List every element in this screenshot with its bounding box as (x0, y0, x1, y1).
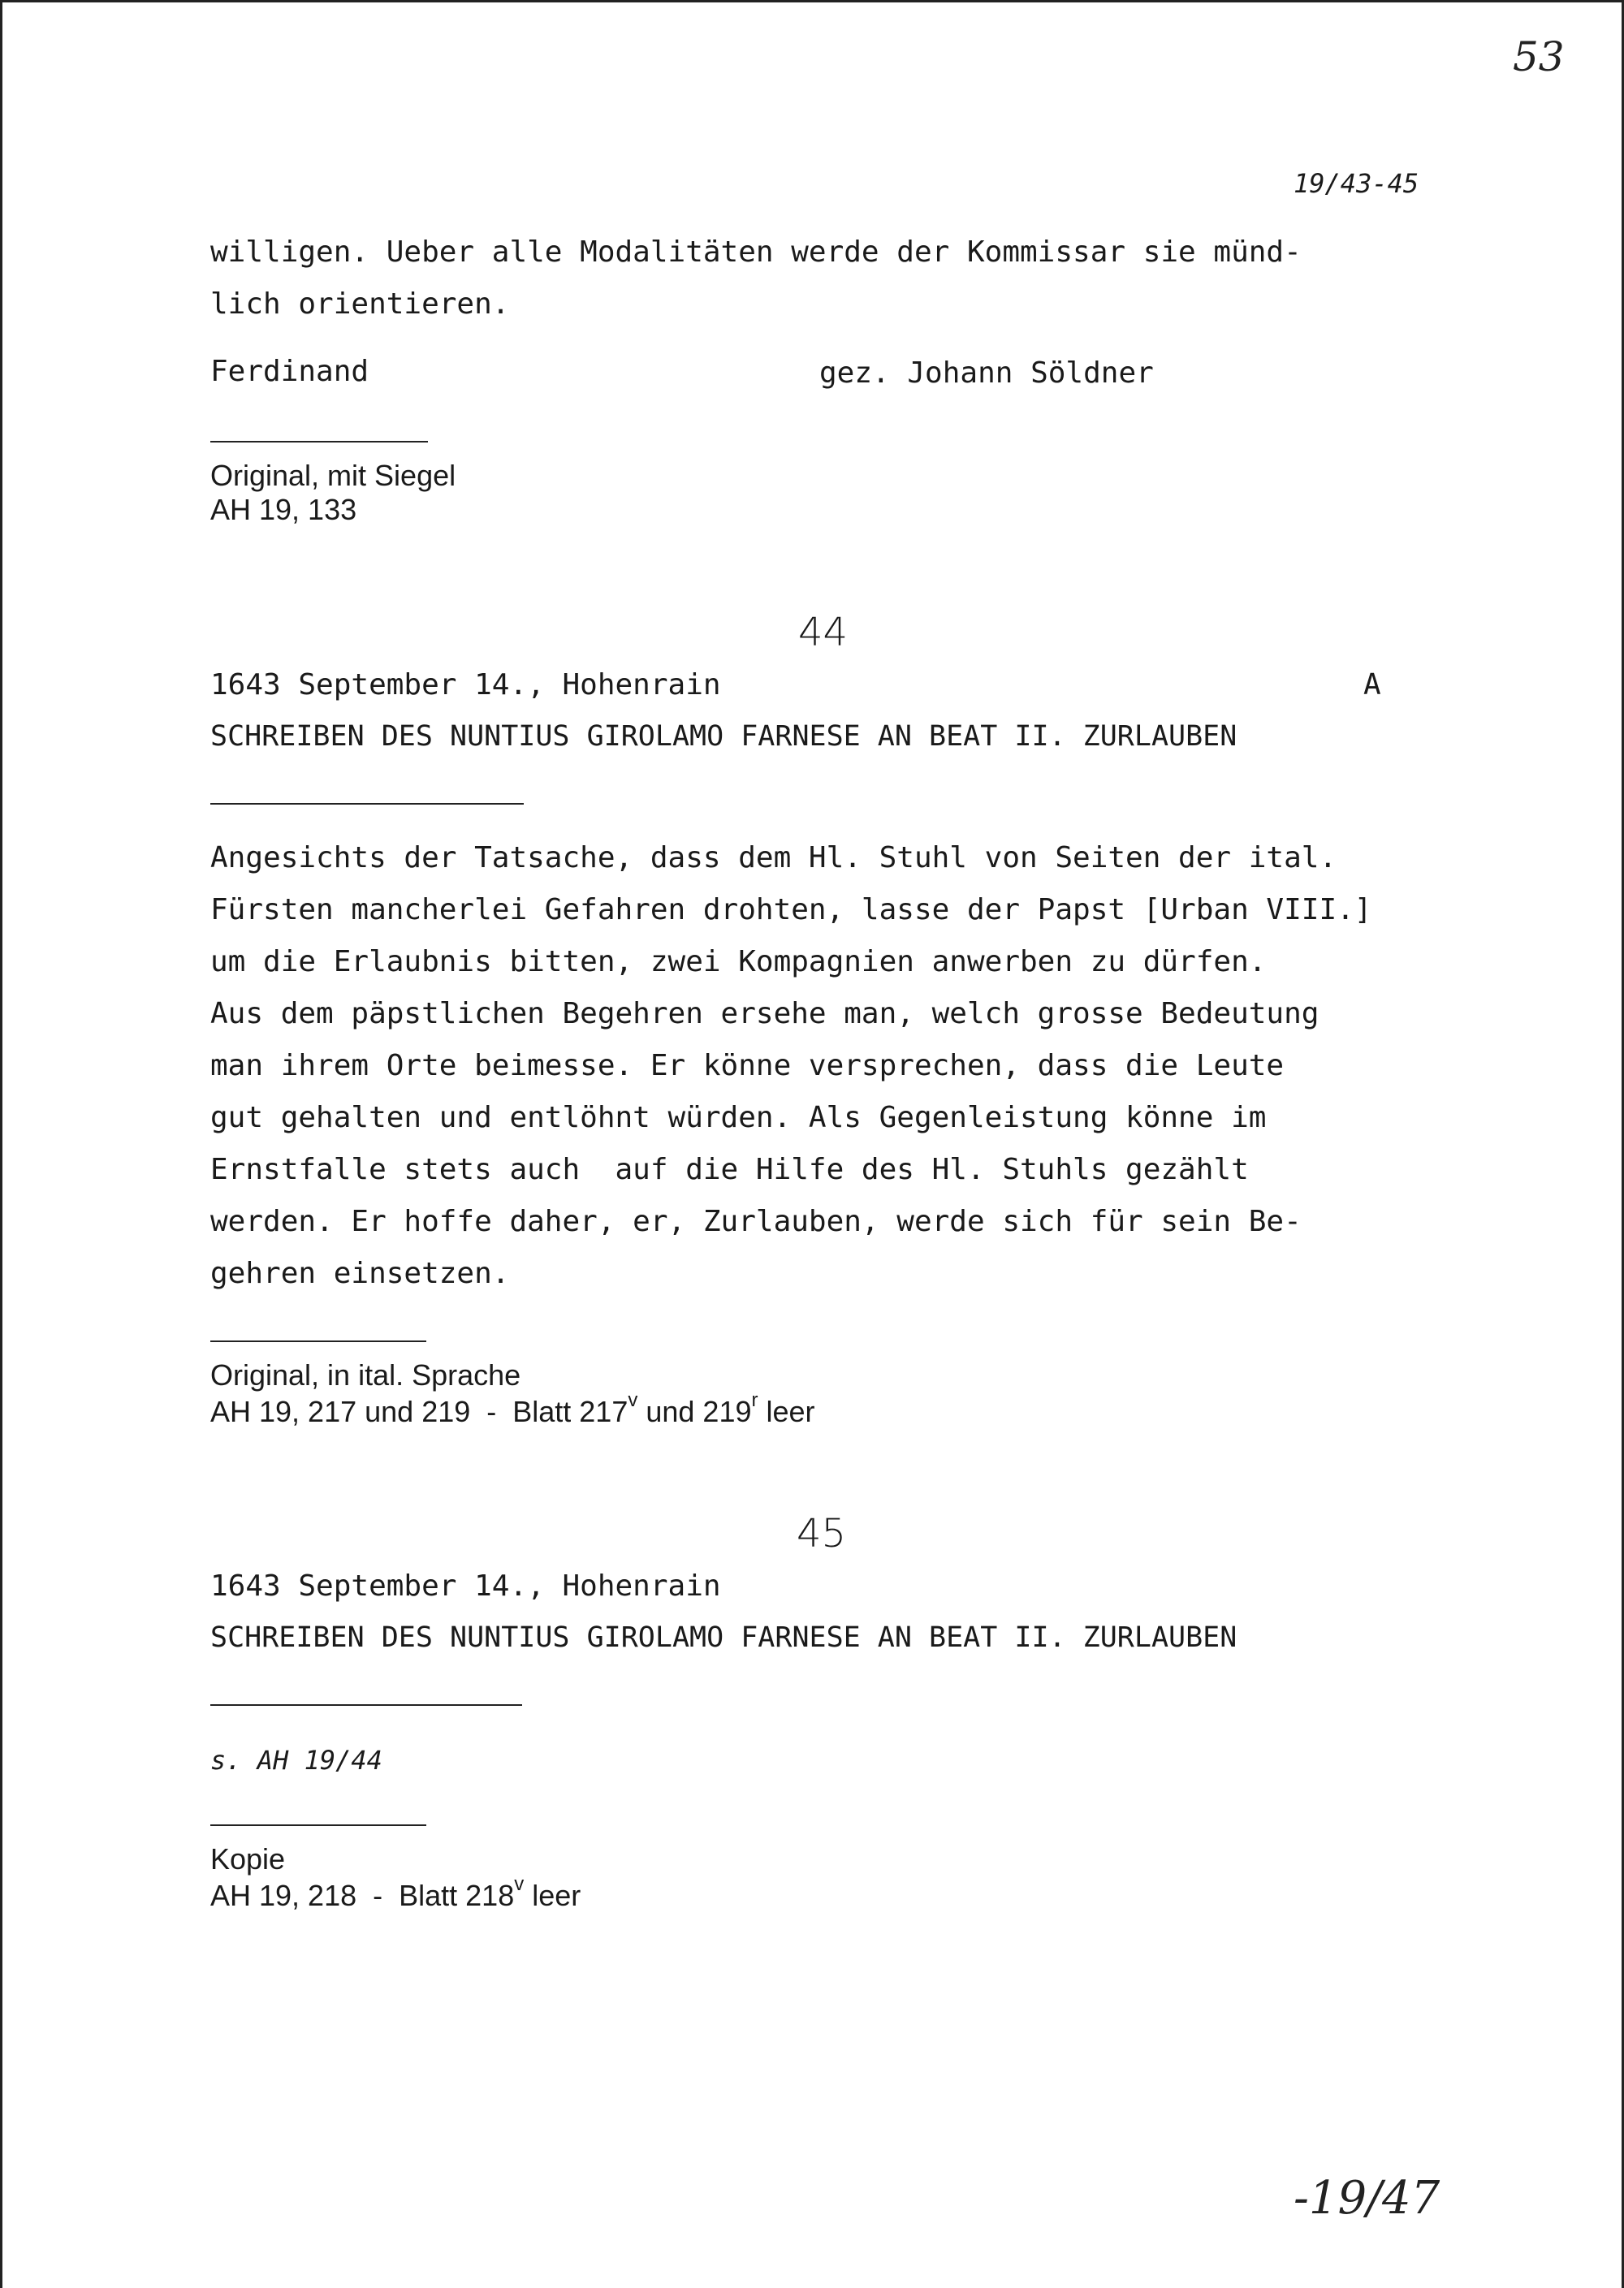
see-reference: s. AH 19/44 (210, 1745, 382, 1776)
folio-superscript: v (514, 1873, 525, 1895)
source-line: Original, in ital. Sprache (210, 1358, 521, 1392)
body-line: werden. Er hoffe daher, er, Zurlauben, werde sich für sein Be- (210, 1205, 1302, 1238)
source-line: AH 19, 133 (210, 493, 357, 526)
source-line (210, 1389, 815, 1429)
page-mark: 53 (1513, 33, 1565, 80)
document-marker: A (1363, 668, 1381, 702)
source-line (210, 1873, 581, 1913)
folio-superscript: v (628, 1389, 638, 1411)
document-number: 44 (798, 610, 849, 655)
divider (210, 1824, 426, 1826)
reference-code: 19/43-45 (1294, 168, 1419, 199)
signature-left: Ferdinand (210, 355, 369, 388)
source-line: Original, mit Siegel (210, 459, 456, 492)
body-line: gut gehalten und entlöhnt würden. Als Gegenleistung könne im (210, 1101, 1267, 1134)
divider (210, 803, 524, 805)
divider (210, 1704, 522, 1706)
source-text: leer (524, 1879, 581, 1912)
date-place: 1643 September 14., Hohenrain (210, 668, 721, 702)
divider (210, 1340, 426, 1342)
document-body (210, 832, 1371, 1300)
divider (210, 441, 428, 442)
intro-paragraph (210, 227, 1302, 330)
footer-mark: -19/47 (1294, 2172, 1440, 2225)
body-line: um die Erlaubnis bitten, zwei Kompagnien anwerben zu dürfen. (210, 945, 1267, 978)
intro-line: willigen. Ueber alle Modalitäten werde der Kommissar sie münd- (210, 235, 1302, 269)
body-line: gehren einsetzen. (210, 1257, 510, 1290)
document-number: 45 (797, 1511, 847, 1556)
source-text: leer (758, 1395, 815, 1428)
document-title: SCHREIBEN DES NUNTIUS GIROLAMO FARNESE AN BEAT II. ZURLAUBEN (210, 1621, 1237, 1654)
body-line: man ihrem Orte beimesse. Er könne versprechen, dass die Leute (210, 1049, 1285, 1082)
source-text: AH 19, 218 - Blatt 218 (210, 1879, 515, 1912)
body-line: Aus dem päpstlichen Begehren ersehe man, welch grosse Bedeutung (210, 997, 1320, 1030)
source-text: AH 19, 217 und 219 - Blatt 217 (210, 1395, 628, 1428)
signature-right: gez. Johann Söldner (819, 356, 1154, 390)
date-place: 1643 September 14., Hohenrain (210, 1569, 721, 1603)
document-title: SCHREIBEN DES NUNTIUS GIROLAMO FARNESE AN BEAT II. ZURLAUBEN (210, 720, 1237, 753)
source-text: und 219 (637, 1395, 752, 1428)
source-line: Kopie (210, 1842, 286, 1876)
body-line: Fürsten mancherlei Gefahren drohten, lasse der Papst [Urban VIII.] (210, 893, 1372, 926)
intro-line: lich orientieren. (210, 287, 510, 321)
body-line: Ernstfalle stets auch auf die Hilfe des Hl. Stuhls gezählt (210, 1153, 1249, 1186)
folio-superscript: r (751, 1389, 758, 1411)
body-line: Angesichts der Tatsache, dass dem Hl. Stuhl von Seiten der ital. (210, 841, 1337, 874)
